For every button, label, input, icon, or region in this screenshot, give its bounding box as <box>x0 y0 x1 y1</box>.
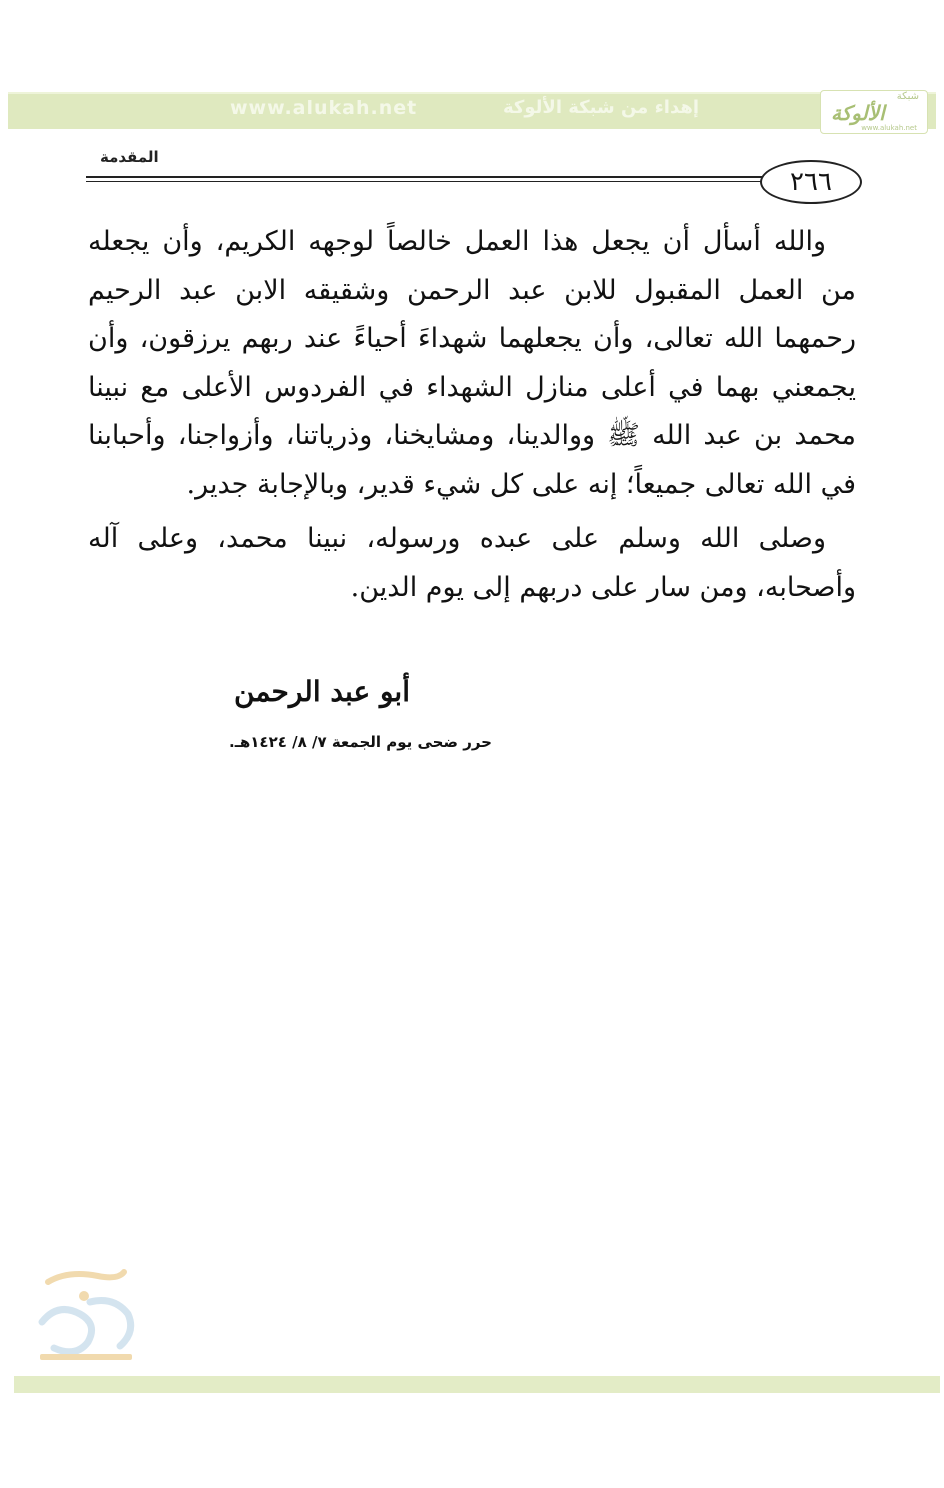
signature: أبو عبد الرحمن <box>234 675 410 708</box>
header-band <box>8 91 936 132</box>
gift-text: إهداء من شبكة الألوكة <box>503 97 699 118</box>
paragraph: وصلى الله وسلم على عبده ورسوله، نبينا محمد، وعلى آله وأصحابه، ومن سار على دربهم إلى يوم الدين. <box>88 523 856 603</box>
paragraph: والله أسأل أن يجعل هذا العمل خالصاً لوجهه الكريم، وأن يجعله من العمل المقبول للابن عبد الرحمن وشقيقه الابن عبد الرحيم رحمهما الله تعالى، وأن يجعلهما شهداءَ أحياءً عند ربهم يرزقون، وأن يجمعني بهما في أعلى منازل الشهداء في الفردوس الأعلى مع نبينا محمد بن عبد الله ﷺ ووالدينا، ومشايخنا، وذرياتنا، وأزواجنا، وأحبابنا في الله تعالى جميعاً؛ إنه على كل شيء قدير، وبالإجابة جدير. <box>88 226 856 500</box>
page-number: ٢٦٦ <box>760 160 862 204</box>
section-title: المقدمة <box>100 148 159 166</box>
body-text <box>88 218 856 612</box>
date-line: حرر ضحى يوم الجمعة ٧/ ٨/ ١٤٢٤هـ. <box>229 733 492 751</box>
alukah-logo-icon: شبكة الألوكة www.alukah.net <box>820 90 928 134</box>
footer-band <box>14 1376 940 1393</box>
site-url: www.alukah.net <box>230 97 418 119</box>
header-rule <box>86 176 768 178</box>
header-rule-thin <box>86 181 768 182</box>
jadid-wa-hasri-logo-icon <box>28 1262 144 1362</box>
